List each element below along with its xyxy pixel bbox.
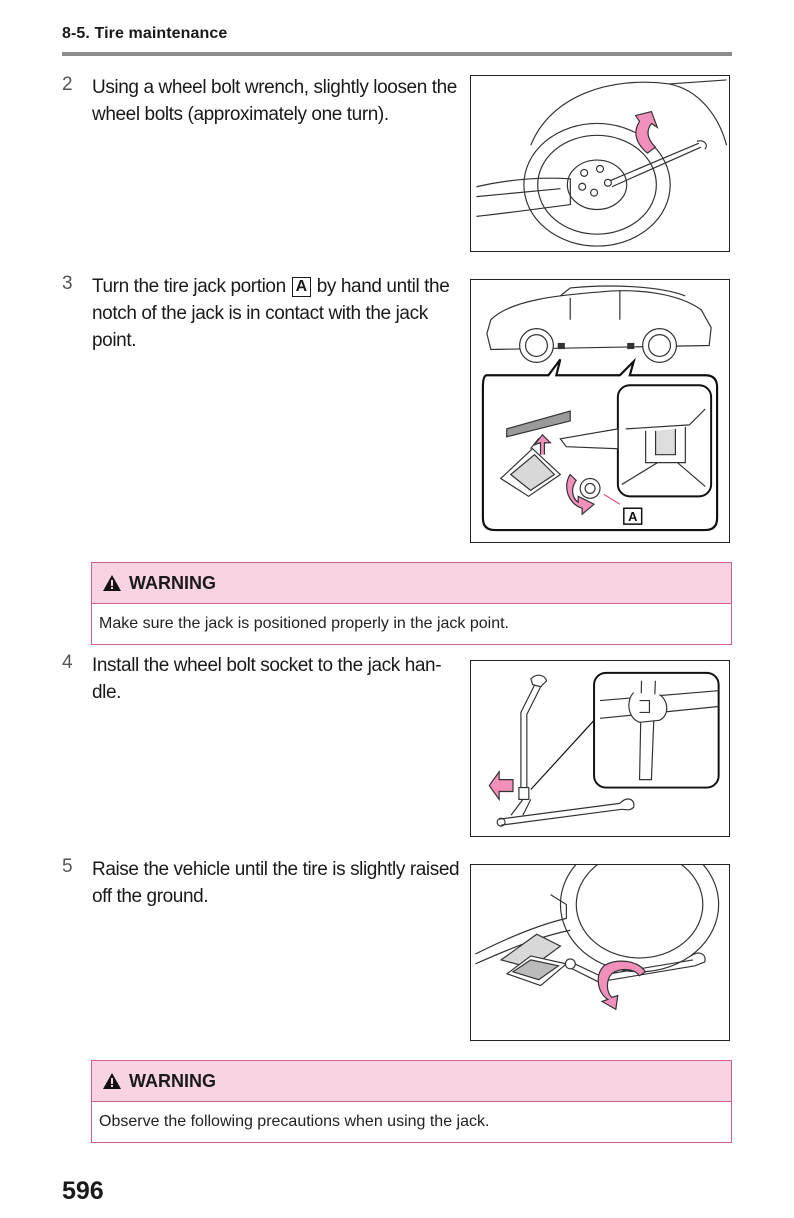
raise-vehicle-illustration	[470, 864, 730, 1041]
step-text-part: by hand until the notch of the jack is in contact with the jack point.	[92, 276, 450, 351]
step-number: 2	[62, 74, 73, 95]
callout-label-a: A	[292, 277, 311, 297]
warning-title: WARNING	[129, 572, 216, 593]
warning-triangle-icon	[102, 1072, 122, 1090]
jack-point-illustration	[470, 279, 730, 543]
page-number: 596	[62, 1177, 104, 1205]
warning-body: Make sure the jack is positioned properly in the jack point.	[99, 615, 509, 632]
section-title: 8-5. Tire maintenance	[62, 25, 228, 42]
step-text-part: Turn the tire jack portion	[92, 276, 286, 297]
warning-box	[91, 1060, 732, 1143]
loosen-wheel-bolts-illustration	[470, 75, 730, 252]
step-text: Install the wheel bolt socket to the jack han-dle.	[92, 655, 442, 703]
jack-callout-label-a: A	[628, 509, 638, 525]
step-number: 3	[62, 273, 73, 294]
step-number: 5	[62, 856, 73, 877]
install-socket-illustration	[470, 660, 730, 837]
step-text	[92, 273, 464, 354]
step-number: 4	[62, 652, 73, 673]
warning-body: Observe the following precautions when using the jack.	[99, 1113, 490, 1130]
warning-title: WARNING	[129, 1070, 216, 1091]
header-divider	[62, 52, 732, 56]
warning-box	[91, 562, 732, 645]
step-text: Using a wheel bolt wrench, slightly loosen the wheel bolts (approximately one turn).	[92, 77, 457, 125]
warning-header	[92, 563, 731, 604]
step-text: Raise the vehicle until the tire is slightly raised off the ground.	[92, 859, 460, 907]
warning-triangle-icon	[102, 574, 122, 592]
warning-header	[92, 1061, 731, 1102]
